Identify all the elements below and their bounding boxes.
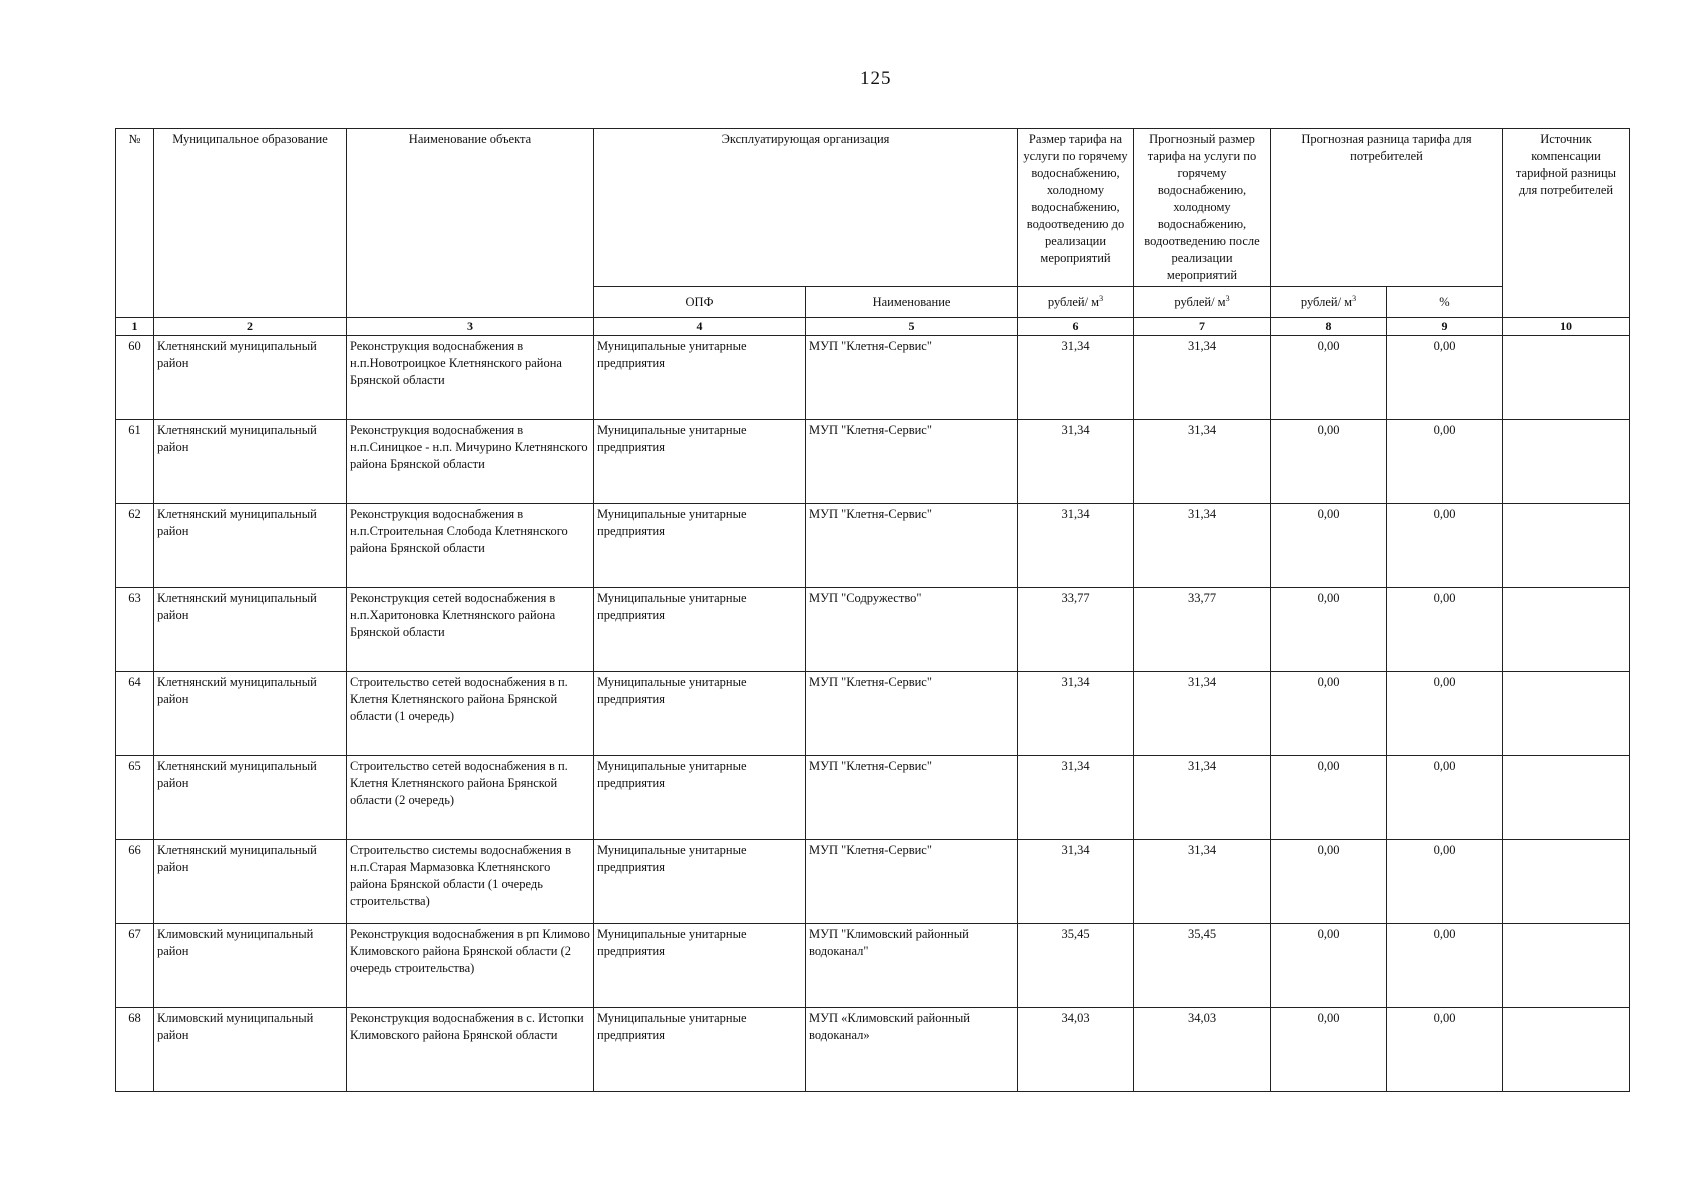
table-row: [116, 672, 1630, 756]
diff-rub-cell: 0,00: [1271, 672, 1387, 756]
row-number: 67: [116, 924, 154, 1008]
row-number: 68: [116, 1008, 154, 1092]
row-number: 63: [116, 588, 154, 672]
diff-rub-cell: 0,00: [1271, 924, 1387, 1008]
source-cell: [1503, 672, 1630, 756]
municipality-cell: Клетнянский муниципальный район: [154, 840, 347, 924]
object-cell: Строительство сетей водоснабжения в п. Клетня Клетнянского района Брянской области (1 очередь): [347, 672, 594, 756]
source-cell: [1503, 840, 1630, 924]
table-row: [116, 588, 1630, 672]
diff-pct-cell: 0,00: [1387, 420, 1503, 504]
municipality-cell: Клетнянский муниципальный район: [154, 504, 347, 588]
row-number: 62: [116, 504, 154, 588]
org-cell: МУП «Климовский районный водоканал»: [806, 1008, 1018, 1092]
municipality-cell: Клетнянский муниципальный район: [154, 336, 347, 420]
org-cell: МУП "Клетня-Сервис": [806, 840, 1018, 924]
tariff-after-cell: 34,03: [1134, 1008, 1271, 1092]
source-cell: [1503, 588, 1630, 672]
object-cell: Реконструкция водоснабжения в рп Климово Климовского района Брянской области (2 очередь строительства): [347, 924, 594, 1008]
org-cell: МУП "Клетня-Сервис": [806, 672, 1018, 756]
source-cell: [1503, 756, 1630, 840]
diff-rub-cell: 0,00: [1271, 756, 1387, 840]
municipality-cell: Климовский муниципальный район: [154, 924, 347, 1008]
tariff-after-cell: 31,34: [1134, 756, 1271, 840]
column-number: 9: [1387, 318, 1503, 336]
tariff-before-cell: 31,34: [1018, 504, 1134, 588]
opf-cell: Муниципальные унитарные предприятия: [594, 924, 806, 1008]
object-cell: Строительство сетей водоснабжения в п. Клетня Клетнянского района Брянской области (2 очередь): [347, 756, 594, 840]
opf-cell: Муниципальные унитарные предприятия: [594, 420, 806, 504]
source-cell: [1503, 336, 1630, 420]
tariff-before-cell: 34,03: [1018, 1008, 1134, 1092]
row-number: 66: [116, 840, 154, 924]
municipality-cell: Клетнянский муниципальный район: [154, 588, 347, 672]
column-number: 4: [594, 318, 806, 336]
header-no: №: [116, 129, 154, 318]
diff-pct-cell: 0,00: [1387, 672, 1503, 756]
tariff-after-cell: 31,34: [1134, 840, 1271, 924]
org-cell: МУП "Клетня-Сервис": [806, 504, 1018, 588]
table-row: [116, 336, 1630, 420]
tariff-before-cell: 31,34: [1018, 840, 1134, 924]
opf-cell: Муниципальные унитарные предприятия: [594, 840, 806, 924]
column-number: 6: [1018, 318, 1134, 336]
diff-rub-cell: 0,00: [1271, 420, 1387, 504]
row-number: 64: [116, 672, 154, 756]
org-cell: МУП "Климовский районный водоканал": [806, 924, 1018, 1008]
header-unit-after: рублей/ $м^3$: [1134, 287, 1271, 318]
row-number: 65: [116, 756, 154, 840]
header-unit-diff: рублей/ $м^3$: [1271, 287, 1387, 318]
tariff-after-cell: 31,34: [1134, 336, 1271, 420]
object-cell: Реконструкция сетей водоснабжения в н.п.Харитоновка Клетнянского района Брянской области: [347, 588, 594, 672]
object-cell: Реконструкция водоснабжения в н.п.Синицкое - н.п. Мичурино Клетнянского района Брянской области: [347, 420, 594, 504]
opf-cell: Муниципальные унитарные предприятия: [594, 756, 806, 840]
diff-pct-cell: 0,00: [1387, 756, 1503, 840]
header-operator: Эксплуатирующая организация: [594, 129, 1018, 287]
org-cell: МУП "Клетня-Сервис": [806, 336, 1018, 420]
column-number: 1: [116, 318, 154, 336]
column-number: 5: [806, 318, 1018, 336]
header-unit-before: рублей/ $м^3$: [1018, 287, 1134, 318]
tariff-before-cell: 31,34: [1018, 756, 1134, 840]
tariff-before-cell: 31,34: [1018, 420, 1134, 504]
table-row: [116, 1008, 1630, 1092]
diff-pct-cell: 0,00: [1387, 924, 1503, 1008]
table-row: [116, 420, 1630, 504]
column-number: 7: [1134, 318, 1271, 336]
tariff-after-cell: 33,77: [1134, 588, 1271, 672]
header-org-name: Наименование: [806, 287, 1018, 318]
column-number: 8: [1271, 318, 1387, 336]
column-number: 2: [154, 318, 347, 336]
diff-rub-cell: 0,00: [1271, 336, 1387, 420]
header-opf: ОПФ: [594, 287, 806, 318]
table-row: [116, 924, 1630, 1008]
header-tariff-before: Размер тарифа на услуги по горячему водоснабжению, холодному водоснабжению, водоотведению до реализации мероприятий: [1018, 129, 1134, 287]
opf-cell: Муниципальные унитарные предприятия: [594, 672, 806, 756]
column-number: 10: [1503, 318, 1630, 336]
diff-pct-cell: 0,00: [1387, 504, 1503, 588]
source-cell: [1503, 1008, 1630, 1092]
municipality-cell: Клетнянский муниципальный район: [154, 756, 347, 840]
page-number: 125: [860, 68, 892, 89]
source-cell: [1503, 924, 1630, 1008]
table-row: [116, 840, 1630, 924]
object-cell: Реконструкция водоснабжения в с. Истопки Климовского района Брянской области: [347, 1008, 594, 1092]
opf-cell: Муниципальные унитарные предприятия: [594, 336, 806, 420]
diff-rub-cell: 0,00: [1271, 504, 1387, 588]
diff-rub-cell: 0,00: [1271, 840, 1387, 924]
table-row: [116, 756, 1630, 840]
header-percent: %: [1387, 287, 1503, 318]
tariff-after-cell: 31,34: [1134, 672, 1271, 756]
object-cell: Строительство системы водоснабжения в н.п.Старая Мармазовка Клетнянского района Брянской области (1 очередь строительства): [347, 840, 594, 924]
opf-cell: Муниципальные унитарные предприятия: [594, 588, 806, 672]
tariff-after-cell: 31,34: [1134, 504, 1271, 588]
source-cell: [1503, 420, 1630, 504]
object-cell: Реконструкция водоснабжения в н.п.Строительная Слобода Клетнянского района Брянской области: [347, 504, 594, 588]
tariff-before-cell: 31,34: [1018, 672, 1134, 756]
municipality-cell: Клетнянский муниципальный район: [154, 672, 347, 756]
tariff-after-cell: 31,34: [1134, 420, 1271, 504]
column-number: 3: [347, 318, 594, 336]
opf-cell: Муниципальные унитарные предприятия: [594, 504, 806, 588]
org-cell: МУП "Клетня-Сервис": [806, 420, 1018, 504]
header-tariff-after: Прогнозный размер тарифа на услуги по горячему водоснабжению, холодному водоснабжению, водоотведению после реализации мероприятий: [1134, 129, 1271, 287]
header-object: Наименование объекта: [347, 129, 594, 318]
tariff-before-cell: 33,77: [1018, 588, 1134, 672]
diff-pct-cell: 0,00: [1387, 588, 1503, 672]
header-difference: Прогнозная разница тарифа для потребителей: [1271, 129, 1503, 287]
municipality-cell: Климовский муниципальный район: [154, 1008, 347, 1092]
diff-pct-cell: 0,00: [1387, 1008, 1503, 1092]
opf-cell: Муниципальные унитарные предприятия: [594, 1008, 806, 1092]
table-row: [116, 504, 1630, 588]
source-cell: [1503, 504, 1630, 588]
org-cell: МУП "Содружество": [806, 588, 1018, 672]
diff-pct-cell: 0,00: [1387, 336, 1503, 420]
tariff-table: [115, 128, 1630, 1092]
tariff-before-cell: 35,45: [1018, 924, 1134, 1008]
header-municipality: Муниципальное образование: [154, 129, 347, 318]
row-number: 61: [116, 420, 154, 504]
object-cell: Реконструкция водоснабжения в н.п.Новотроицкое Клетнянского района Брянской области: [347, 336, 594, 420]
diff-pct-cell: 0,00: [1387, 840, 1503, 924]
tariff-before-cell: 31,34: [1018, 336, 1134, 420]
row-number: 60: [116, 336, 154, 420]
diff-rub-cell: 0,00: [1271, 588, 1387, 672]
tariff-after-cell: 35,45: [1134, 924, 1271, 1008]
diff-rub-cell: 0,00: [1271, 1008, 1387, 1092]
header-source: Источник компенсации тарифной разницы для потребителей: [1503, 129, 1630, 318]
org-cell: МУП "Клетня-Сервис": [806, 756, 1018, 840]
municipality-cell: Клетнянский муниципальный район: [154, 420, 347, 504]
